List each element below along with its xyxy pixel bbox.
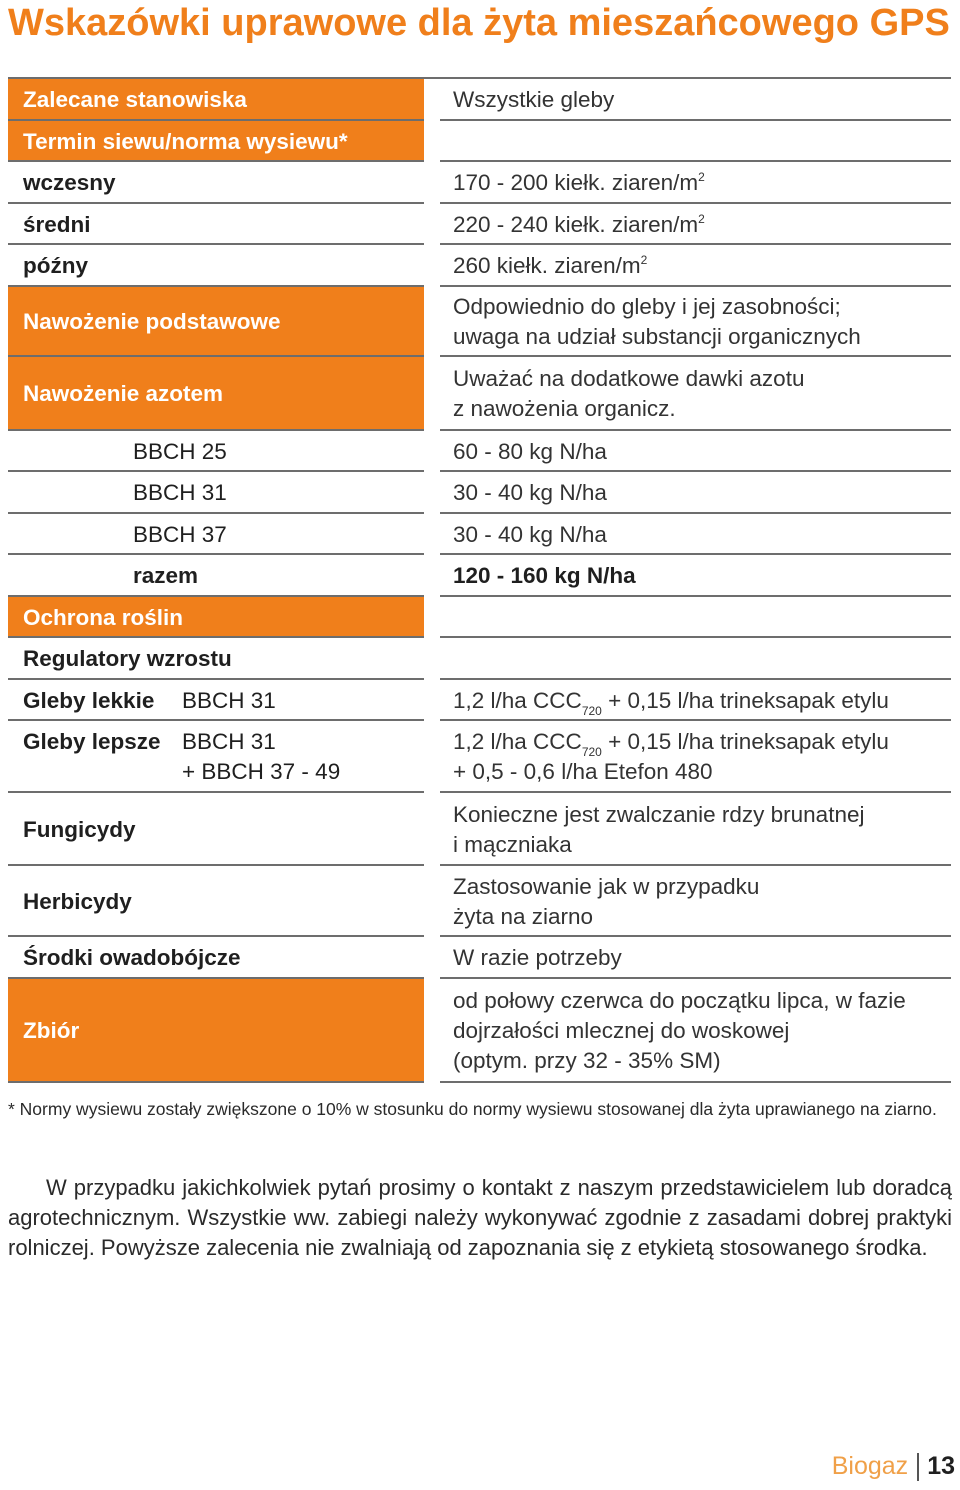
row-label: Termin siewu/norma wysiewu*: [8, 121, 424, 162]
table-row: [8, 680, 951, 721]
row-label: Gleby lepsze BBCH 31 + BBCH 37 - 49: [23, 729, 341, 784]
footnote: * Normy wysiewu zostały zwiększone o 10% w stosunku do normy wysiewu stosowanej dla żyta uprawianego na ziarno.: [8, 1099, 937, 1119]
row-value: od połowy czerwca do początku lipca, w fazie dojrzałości mlecznej do woskowej (optym. przy 32 - 35% SM): [453, 988, 906, 1073]
row-value: Wszystkie gleby: [453, 87, 615, 112]
row-value: 1,2 l/ha $CCC_{720} + 0,15$ l/ha trineksapak etylu + 0,5 - 0,6 l/ha Etefon 480: [453, 729, 889, 784]
row-value: [440, 121, 951, 162]
table-row: [8, 204, 951, 245]
row-label: Zbiór: [8, 979, 424, 1083]
table-row: [8, 121, 951, 162]
row-label: Regulatory wzrostu: [23, 646, 232, 671]
table-row: [8, 721, 951, 793]
table-row: [8, 287, 951, 357]
row-value: [440, 638, 951, 680]
row-label: Środki owadobójcze: [23, 945, 241, 970]
row-label: BBCH 25: [133, 438, 227, 464]
row-value: W razie potrzeby: [453, 945, 622, 970]
row-label: razem: [133, 563, 199, 588]
row-value: 30 - 40 kg N/ha: [453, 480, 607, 505]
table-row: [8, 514, 951, 555]
row-label: Herbicydy: [23, 888, 132, 914]
footer-brand: Biogaz: [831, 1452, 909, 1480]
row-value: 220 - 240 kiełk. ziaren/$m^2$: [453, 211, 705, 237]
row-label: Fungicydy: [23, 816, 136, 842]
table-row: [8, 555, 951, 597]
row-label: Nawożenie azotem: [8, 357, 424, 431]
row-value: Odpowiednio do gleby i jej zasobności; uwaga na udział substancji organicznych: [453, 294, 861, 349]
row-label: BBCH 31: [133, 480, 227, 505]
row-label: wczesny: [23, 170, 116, 195]
row-value: 30 - 40 kg N/ha: [453, 521, 607, 547]
table-row: [8, 162, 951, 204]
row-value: 260 kiełk. ziaren/$m^2$: [453, 253, 648, 278]
row-value: Uważać na dodatkowe dawki azotu z nawożenia organicz.: [453, 366, 805, 421]
table-row: [8, 357, 951, 431]
row-value: [440, 597, 951, 638]
page-title: Wskazówki uprawowe dla żyta mieszańcowego GPS: [8, 2, 950, 44]
table-row: [8, 793, 951, 866]
table-row: [8, 979, 951, 1083]
cultivation-table: [8, 79, 951, 1083]
table-row: [8, 597, 951, 638]
row-label: Zalecane stanowiska: [8, 79, 424, 121]
page-number: 13: [927, 1452, 955, 1480]
page-footer: [832, 1452, 955, 1481]
row-value: 170 - 200 kiełk. ziaren/$m^2$: [453, 170, 705, 195]
table-row: [8, 245, 951, 287]
row-label: Nawożenie podstawowe: [8, 287, 424, 357]
table-row: [8, 866, 951, 937]
table-row: [8, 937, 951, 979]
body-paragraph: W przypadku jakichkolwiek pytań prosimy o kontakt z naszym przedstawicielem lub doradcą agrotechnicznym. Wszystkie ww. zabiegi należy wykonywać zgodnie z zasadami dobrej praktyki rolniczej. Powyższe zalecenia nie zwalniają od zapoznania się z etykietą stosowanego środka.: [8, 1175, 952, 1260]
row-label: późny: [23, 253, 88, 278]
row-value: 1,2 l/ha $CCC_{720} + 0,15$ l/ha trineksapak etylu: [453, 687, 889, 718]
row-value: 120 - 160 kg N/ha: [453, 563, 636, 588]
row-label: Gleby lekkie BBCH 31: [23, 687, 276, 713]
row-value: 60 - 80 kg N/ha: [453, 438, 607, 464]
row-label: Ochrona roślin: [8, 597, 424, 638]
row-label: BBCH 37: [133, 521, 227, 547]
row-value: Zastosowanie jak w przypadku żyta na ziarno: [453, 873, 760, 929]
footer-divider: [917, 1453, 919, 1481]
row-label: średni: [23, 211, 91, 237]
table-row: [8, 79, 951, 121]
table-row: [8, 638, 951, 680]
row-value: Konieczne jest zwalczanie rdzy brunatnej i mączniaka: [453, 801, 865, 857]
table-row: [8, 431, 951, 472]
table-row: [8, 472, 951, 514]
